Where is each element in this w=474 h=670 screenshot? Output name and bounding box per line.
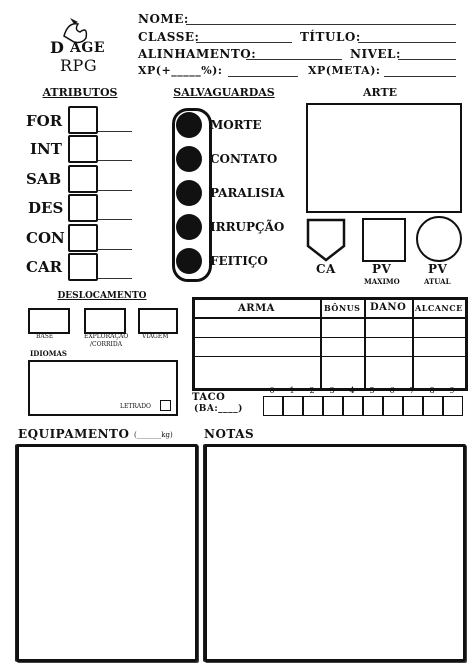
attr-box-int[interactable] <box>68 135 98 163</box>
xp-field[interactable] <box>228 76 298 77</box>
taco-box-3[interactable] <box>323 396 343 416</box>
weapons-row-1-divider <box>192 337 468 338</box>
movement-travel-box[interactable] <box>138 308 178 334</box>
attr-line-car <box>98 278 132 279</box>
xp-label: XP(+_____%): <box>138 64 223 77</box>
equipment-weight: (_______kg) <box>134 431 173 439</box>
save-dot-paralysis[interactable] <box>176 180 202 206</box>
attr-box-sab[interactable] <box>68 165 98 193</box>
taco-num-9: 9 <box>449 386 455 395</box>
alignment-label: ALINHAMENTO: <box>138 47 257 61</box>
attr-label-con: CON <box>26 229 65 247</box>
notes-box[interactable] <box>204 444 466 662</box>
movement-exploration-label: EXPLORAÇÃO /CORRIDA <box>84 333 129 348</box>
weapons-col-damage: DANO <box>370 302 407 313</box>
pv-current-sub: ATUAL <box>424 277 451 286</box>
languages-box[interactable] <box>28 360 178 416</box>
class-field[interactable] <box>196 42 292 43</box>
movement-base-box[interactable] <box>28 308 70 334</box>
attr-line-int <box>98 160 132 161</box>
weapons-col-divider-2 <box>364 297 366 388</box>
weapons-col-divider-3 <box>412 297 414 388</box>
attr-box-for[interactable] <box>68 106 98 134</box>
xp-goal-label: XP(META): <box>308 64 381 77</box>
taco-num-2: 2 <box>309 386 315 395</box>
taco-ba-label: (BA:____) <box>194 404 243 414</box>
level-field[interactable] <box>398 59 456 60</box>
languages-heading: IDIOMAS <box>30 349 67 358</box>
pv-max-box[interactable] <box>362 218 406 262</box>
equipment-box[interactable] <box>16 444 198 662</box>
weapons-col-divider-1 <box>320 297 322 388</box>
taco-num-5: 5 <box>369 386 375 395</box>
taco-box-6[interactable] <box>383 396 403 416</box>
literate-checkbox[interactable] <box>160 400 171 411</box>
notes-heading: NOTAS <box>204 427 255 441</box>
save-label-breath: IRRUPÇÃO <box>210 220 285 234</box>
art-heading: ARTE <box>362 86 398 99</box>
taco-box-8[interactable] <box>423 396 443 416</box>
taco-num-3: 3 <box>329 386 335 395</box>
saves-heading: SALVAGUARDAS <box>173 86 275 99</box>
attr-box-des[interactable] <box>68 194 98 222</box>
taco-box-5[interactable] <box>363 396 383 416</box>
weapons-row-2-divider <box>192 356 468 357</box>
taco-num-0: 0 <box>269 386 275 395</box>
class-label: CLASSE: <box>138 30 200 44</box>
logo-age: AGE <box>70 40 105 56</box>
taco-box-1[interactable] <box>283 396 303 416</box>
movement-exploration-box[interactable] <box>84 308 126 334</box>
logo <box>44 18 116 78</box>
attr-label-des: DES <box>28 199 64 217</box>
title-label: TÍTULO: <box>300 30 361 44</box>
taco-box-7[interactable] <box>403 396 423 416</box>
pv-current-circle[interactable] <box>416 216 462 262</box>
save-dot-contact[interactable] <box>176 146 202 172</box>
save-label-contact: CONTATO <box>210 152 278 166</box>
save-dot-death[interactable] <box>176 112 202 138</box>
name-field[interactable] <box>186 24 456 25</box>
weapons-header-divider <box>192 317 468 319</box>
attr-label-for: FOR <box>26 112 63 130</box>
save-label-paralysis: PARALISIA <box>210 186 285 200</box>
taco-box-0[interactable] <box>263 396 283 416</box>
movement-heading: DESLOCAMENTO <box>57 291 147 301</box>
art-box[interactable] <box>306 103 462 213</box>
weapons-col-range: ALCANCE <box>415 303 463 313</box>
equipment-heading: EQUIPAMENTO <box>18 427 130 441</box>
weapons-col-weapon: ARMA <box>238 303 275 314</box>
literate-label: LETRADO <box>120 403 151 410</box>
attr-label-car: CAR <box>26 258 63 276</box>
save-label-death: MORTE <box>210 118 262 132</box>
alignment-field[interactable] <box>246 59 342 60</box>
movement-base-label: BASE <box>36 333 54 340</box>
attr-line-for <box>98 131 132 132</box>
taco-box-2[interactable] <box>303 396 323 416</box>
attr-line-des <box>98 219 132 220</box>
xp-goal-field[interactable] <box>384 76 456 77</box>
taco-num-4: 4 <box>349 386 355 395</box>
attr-line-con <box>98 249 132 250</box>
taco-num-1: 1 <box>289 386 295 395</box>
pv-max-sub: MAXIMO <box>364 277 400 286</box>
taco-num-6: 6 <box>389 386 395 395</box>
attr-label-int: INT <box>30 140 62 158</box>
ca-label: CA <box>316 262 336 276</box>
title-field[interactable] <box>358 42 456 43</box>
taco-num-8: 8 <box>429 386 435 395</box>
attr-box-car[interactable] <box>68 253 98 281</box>
taco-num-7: 7 <box>409 386 415 395</box>
movement-travel-label: VIAGEM <box>142 333 169 340</box>
attributes-heading: ATRIBUTOS <box>42 86 118 99</box>
name-label: NOME: <box>138 12 189 26</box>
level-label: NIVEL: <box>350 47 401 61</box>
taco-box-4[interactable] <box>343 396 363 416</box>
attr-line-sab <box>98 190 132 191</box>
save-dot-spell[interactable] <box>176 248 202 274</box>
pv-current-label: PV <box>428 262 448 276</box>
logo-rpg: RPG <box>60 56 98 75</box>
taco-label: TACO <box>192 392 226 403</box>
attr-box-con[interactable] <box>68 224 98 252</box>
weapons-col-bonus: BÔNUS <box>324 303 361 313</box>
save-dot-breath[interactable] <box>176 214 202 240</box>
save-label-spell: FEITIÇO <box>210 254 268 268</box>
attr-label-sab: SAB <box>26 170 62 188</box>
pv-max-label: PV <box>372 262 392 276</box>
taco-box-9[interactable] <box>443 396 463 416</box>
shield-icon <box>306 218 346 262</box>
logo-d: D <box>50 38 65 57</box>
